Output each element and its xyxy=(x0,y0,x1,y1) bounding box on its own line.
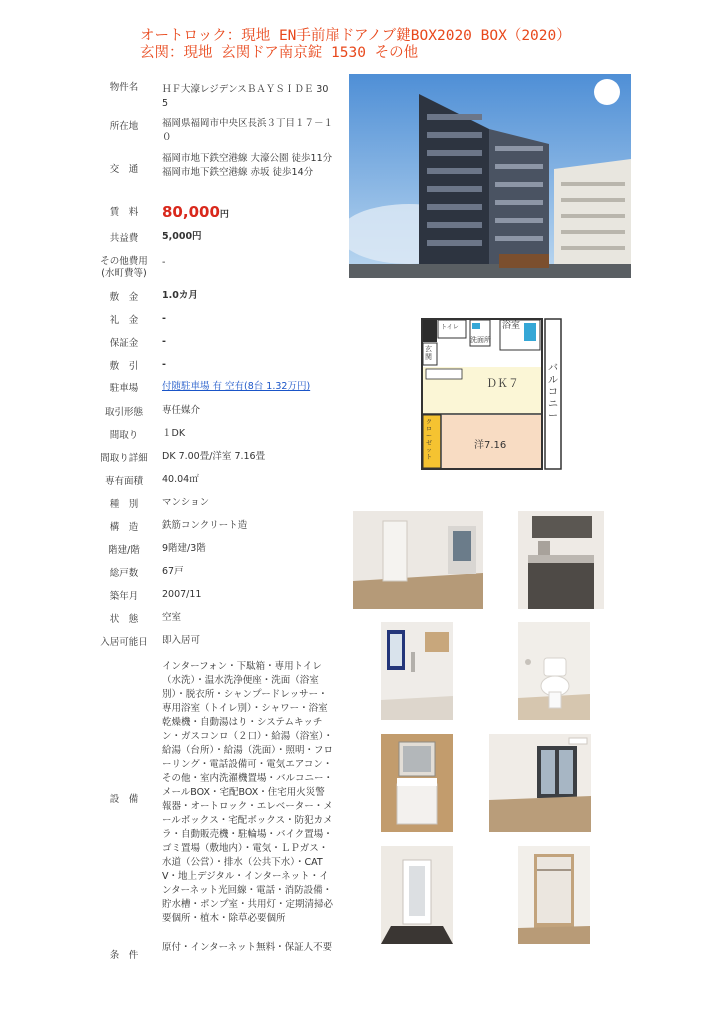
detail-label-deduction: 敷 引 xyxy=(109,361,139,372)
detail-label-type: 種 別 xyxy=(109,499,139,510)
detail-value-guarantee: - xyxy=(162,336,166,347)
detail-label-rent: 賃 料 xyxy=(109,207,139,218)
detail-label-units: 総戸数 xyxy=(109,568,139,579)
detail-label-status: 状 態 xyxy=(109,614,139,625)
detail-label-access: 交 通 xyxy=(109,164,139,175)
rent-amount: 80,000 xyxy=(162,203,220,221)
detail-value-transaction: 専任媒介 xyxy=(162,405,201,416)
detail-label-deposit: 敷 金 xyxy=(109,292,139,303)
detail-value-parking[interactable] xyxy=(162,380,334,394)
photo-vanity xyxy=(381,734,453,832)
photo-closet xyxy=(518,846,590,944)
detail-value-conditions: 原付・インターネット無料・保証人不要 xyxy=(162,942,333,953)
detail-value-floors: 9階建/3階 xyxy=(162,543,206,554)
detail-label-layout: 間取り xyxy=(109,430,139,441)
detail-label-facilities: 設 備 xyxy=(109,794,139,805)
detail-value-area: 40.04㎡ xyxy=(162,474,199,485)
parking-link[interactable]: 付随駐車場 有 空有(8台 1.32万円) xyxy=(162,381,311,392)
detail-value-name: ＨＦ大濠レジデンスＢＡＹＳＩＤＥ 305 xyxy=(162,84,329,109)
plan-label-balcony: バルコニー xyxy=(548,363,558,422)
detail-label-common_fee: 共益費 xyxy=(109,233,139,244)
photo-toilet xyxy=(518,622,590,720)
detail-value-units: 67戸 xyxy=(162,566,184,577)
plan-label-bath: 浴室 xyxy=(502,321,521,331)
detail-value-common_fee: 5,000円 xyxy=(162,231,202,242)
building-photo xyxy=(349,74,631,278)
photo-entrance xyxy=(381,846,453,944)
plan-label-toilet: トイレ xyxy=(441,324,459,331)
detail-value-deduction: - xyxy=(162,359,166,370)
photo-washroom xyxy=(381,622,453,720)
header-line-autolock: オートロック：現地 EN手前扉ドアノブ鍵BOX2020 BOX（2020） xyxy=(140,28,571,44)
floor-plan xyxy=(414,315,566,475)
detail-value-address: 福岡県福岡市中央区長浜３丁目１７－１０ xyxy=(162,118,334,143)
detail-value-rent xyxy=(162,203,334,224)
detail-label-conditions: 条 件 xyxy=(109,950,139,961)
plan-label-dk: ＤＫ７ xyxy=(486,377,519,390)
detail-value-access: 福岡市地下鉄空港線 大濠公園 徒歩11分 福岡市地下鉄空港線 赤坂 徒歩14分 xyxy=(162,153,333,178)
detail-value-other_fee: - xyxy=(162,257,166,268)
detail-label-structure: 構 造 xyxy=(109,522,139,533)
detail-label-other_fee: その他費用 (水町費等) xyxy=(100,256,148,279)
photo-kitchen xyxy=(518,511,604,609)
detail-value-move_in: 即入居可 xyxy=(162,635,201,646)
detail-label-area: 専有面積 xyxy=(104,476,143,487)
detail-label-name: 物件名 xyxy=(109,82,139,93)
detail-label-move_in: 入居可能日 xyxy=(100,637,148,648)
plan-label-entrance: 玄関 xyxy=(425,345,432,361)
header-line-entrance: 玄関：現地 玄関ドア南京錠 1530 その他 xyxy=(140,45,419,61)
detail-value-status: 空室 xyxy=(162,612,182,623)
detail-value-type: マンション xyxy=(162,497,210,508)
detail-label-parking: 駐車場 xyxy=(109,383,139,394)
detail-label-layout_detail: 間取り詳細 xyxy=(100,453,148,464)
detail-label-guarantee: 保証金 xyxy=(109,338,139,349)
photo-western-room xyxy=(489,734,591,832)
plan-label-western: 洋7.16 xyxy=(474,440,507,451)
detail-label-address: 所在地 xyxy=(109,121,139,132)
rent-unit: 円 xyxy=(219,210,229,220)
detail-value-layout_detail: DK 7.00畳/洋室 7.16畳 xyxy=(162,451,266,462)
detail-value-structure: 鉄筋コンクリート造 xyxy=(162,520,248,531)
detail-value-built: 2007/11 xyxy=(162,589,202,600)
plan-label-washroom: 洗面所 xyxy=(470,336,491,344)
detail-label-built: 築年月 xyxy=(109,591,139,602)
detail-label-key_money: 礼 金 xyxy=(109,315,139,326)
detail-value-deposit: 1.0カ月 xyxy=(162,290,198,301)
detail-value-layout: １DK xyxy=(162,428,186,439)
photo-room-dk xyxy=(353,511,483,609)
detail-label-transaction: 取引形態 xyxy=(104,407,143,418)
detail-value-facilities: インターフォン・下駄箱・専用トイレ（水洗）・温水洗浄便座・洗面（浴室別）・脱衣所・シャンプードレッサー・専用浴室（トイレ別）・シャワー・浴室乾燥機・自動湯はり・システムキッチン・ガスコンロ（２口）・給湯（浴室）・給湯（台所）・給湯（洗面）・照明・フローリング・電話設備可・電気エアコン・その他・室内洗濯機置場・バルコニー・メールBOX・宅配BOX・住宅用火災警報器・オートロック・エレベーター・メールボックス・宅配ボックス・防犯カメラ・自動販売機・駐輪場・バイク置場・ゴミ置場（敷地内）・電気・ＬＰガス・水道（公営）・排水（公共下水）・CATV・地上デジタル・インターネット・インターネット光回線・電話・消防設備・貯水槽・ポンプ室・共用灯・定期清掃必要個所・植木・除草必要個所 xyxy=(162,661,334,924)
detail-value-key_money: - xyxy=(162,313,166,324)
plan-label-closet: クローゼット xyxy=(426,419,433,461)
badge-circle xyxy=(594,79,620,105)
header xyxy=(140,28,700,62)
detail-label-floors: 階建/階 xyxy=(108,545,140,556)
